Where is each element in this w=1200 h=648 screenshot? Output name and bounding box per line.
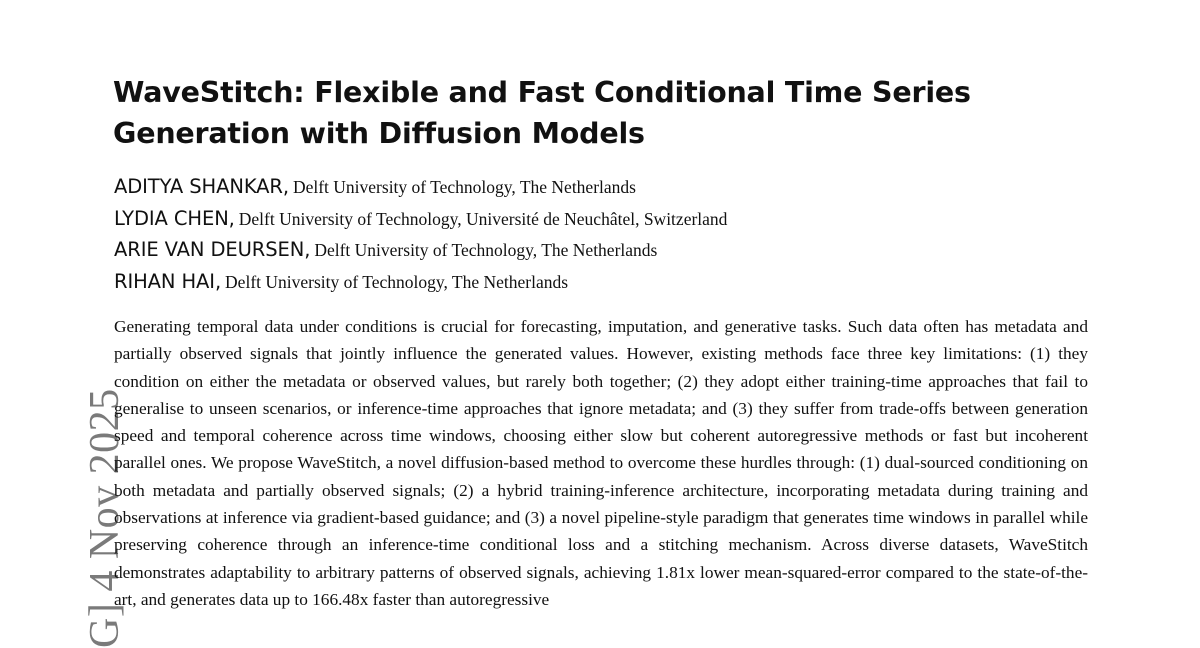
author-entry (114, 234, 1114, 266)
author-entry (114, 203, 1114, 235)
author-affiliation: Delft University of Technology, Université de Neuchâtel, Switzerland (238, 208, 728, 229)
abstract-paragraph: Generating temporal data under conditions is crucial for forecasting, imputation, and generative tasks. Such data often has metadata and partially observed signals that jointly influence the generated values. However, existing methods face three key limitations: (1) they condition on either the metadata or observed values, but rarely both together; (2) they adopt either training-time approaches that fail to generalise to unseen scenarios, or inference-time approaches that ignore metadata; and (3) they suffer from trade-offs between generation speed and temporal coherence across time windows, choosing either slow but coherent autoregressive methods or fast but incoherent parallel ones. We propose WaveStitch, a novel diffusion-based method to overcome these hurdles through: (1) dual-sourced conditioning on both metadata and partially observed signals; (2) a hybrid training-inference architecture, incorporating metadata during training and observations at inference via gradient-based guidance; and (3) a novel pipeline-style paradigm that generates time windows in parallel while preserving coherence through an inference-time conditional loss and a stitching mechanism. Across diverse datasets, WaveStitch demonstrates adaptability to arbitrary patterns of observed signals, achieving 1.81x lower mean-squared-error compared to the state-of-the-art, and generates data up to 166.48x faster than autoregressive (114, 317, 1088, 609)
arxiv-identifier-stamp: G] 4 Nov 2025 (82, 388, 128, 648)
paper-title: WaveStitch: Flexible and Fast Conditional Time Series Generation with Diffusion Models (113, 76, 971, 150)
author-name: RIHAN HAI, (114, 269, 222, 293)
author-name: ADITYA SHANKAR, (114, 175, 289, 198)
author-name: LYDIA CHEN, (114, 206, 235, 230)
author-affiliation: Delft University of Technology, The Netherlands (292, 177, 636, 197)
author-affiliation: Delft University of Technology, The Netherlands (314, 240, 658, 260)
author-name: ARIE VAN DEURSEN, (114, 238, 311, 261)
author-entry (114, 266, 1114, 298)
author-entry (114, 171, 1114, 203)
author-list (114, 171, 1114, 297)
author-affiliation: Delft University of Technology, The Netherlands (225, 271, 569, 292)
